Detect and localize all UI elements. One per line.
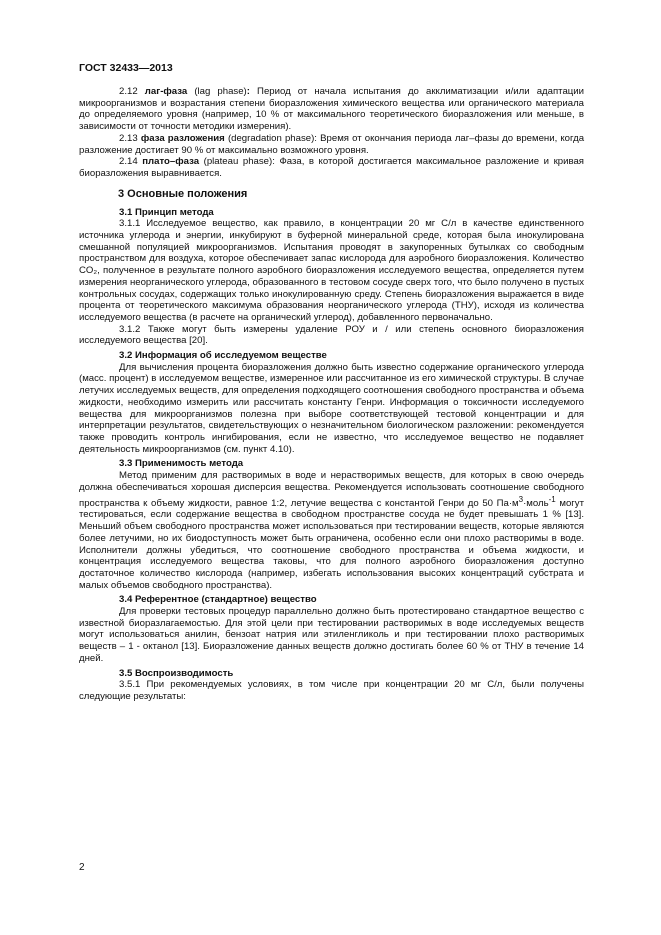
paragraph-3-5-1: 3.5.1 При рекомендуемых условиях, в том числе при концентрации 20 мг С/л, были получены следующие результаты:: [79, 679, 584, 702]
section-3-2-heading: 3.2 Информация об исследуемом веществе: [119, 350, 327, 362]
section-3-4-heading: 3.4 Референтное (стандартное) вещество: [119, 594, 317, 606]
document-header: ГОСТ 32433—2013: [79, 62, 173, 74]
page-number: 2: [79, 862, 85, 873]
section-3-heading: 3 Основные положения: [118, 187, 248, 200]
paragraph-3-2: Для вычисления процента биоразложения должно быть известно содержание органического углерода (масс. процент) в исследуемом веществе, измеренное или рассчитанное из его химической структуры. В случае летучих исследуемых веществ, для определения подходящего соотношения свободного пространства и объема жидкости, необходимо измерить или рассчитать константу Генри. Информация о токсичности исследуемого вещества для микроорганизмов полезна при выборе соответствующей тестовой концентрации и для интерпретации результатов, свидетельствующих о незначительном биологическом разложении: рекомендуется также проводить контроль ингибирования, если не известно, что исследуемое вещество не подавляет деятельность микроорганизмов (см. пункт 4.10).: [79, 361, 584, 455]
term-plateau-phase: плато–фаза: [142, 156, 200, 168]
page-content: [79, 86, 584, 703]
paragraph-3-1-2: 3.1.2 Также могут быть измерены удаление РОУ и / или степень основного биоразложения исследуемого вещества [20].: [79, 323, 584, 347]
paragraph-3-3: Метод применим для растворимых в воде и нерастворимых веществ, для которых в свою очередь должна обеспечиваться хорошая дисперсия вещества. Рекомендуется использовать соотношение свободного пространства к объему жидкости, равное 1:2, летучие вещества с константой Генри до 50 $Па\cdot м^3\cdot моль^{-1}$ могут тестироваться, если содержание вещества в свободном пространстве сосуда не будет превышать 1 % [13]. Меньший объем свободного пространства может использоваться при тестировании веществ, которые являются более летучими, но их биодоступность может быть ограничена, особенно если они плохо растворимы в воде. Исполнители должны убедиться, что соотношение свободного пространства и объема жидкости, и концентрация исследуемого вещества таковы, что для полного аэробного биоразложения доступно достаточное количество кислорода (например, избегать использования высоких концентраций субстрата и малых объемов свободного пространства).: [79, 470, 584, 591]
definition-2-12: 2.12 лаг-фаза (lag phase): Период от начала испытания до акклиматизации и/или адаптации микроорганизмов и возрастания степени биоразложения химического вещества или органического материала до определяемого уровня (например, 10 % от максимального теоретического биоразложения или меньше, в зависимости от точности методики измерения).: [79, 86, 585, 133]
section-3-1-heading: 3.1 Принцип метода: [119, 206, 214, 218]
section-3-5-heading: 3.5 Воспроизводимость: [119, 667, 234, 679]
paragraph-3-1-1: 3.1.1 Исследуемое вещество, как правило, в концентрации 20 мг С/л в качестве единственного источника углерода и энергии, инкубируют в буферной минеральной среде, которая была инокулирована смешанной популяцией микроорганизмов. Испытания проводят в закупоренных бутылках со свободным пространством для воздуха, которое обеспечивает запас кислорода для аэробного биоразложения. Количество CO₂, полученное в результате полного аэробного биоразложения исследуемого вещества, определяется путем измерения неорганического углерода, образованного в тестовом сосуде сверх того, что было получено в пустых контрольных сосудах, содержащих только инокулированную среду. Степень биоразложения выражается в виде процента от теоретического максимума образования неорганического углерода (ТНУ), исходя из количества исследуемого вещества (в расчете на органический углерод), добавленного первоначально.: [79, 218, 584, 323]
paragraph-3-4: Для проверки тестовых процедур параллельно должно быть протестировано стандартное вещество с известной биоразлагаемостью. Для этой цели при тестировании растворимых в воде исследуемых веществ могут использоваться анилин, бензоат натрия или этиленгликоль и при тестировании плохо растворимых веществ – 1 - октанол [13]. Биоразложение данных веществ должно достигать более 60 % от ТНУ в течение 14 дней.: [79, 606, 584, 664]
section-3-3-heading: 3.3 Применимость метода: [119, 458, 244, 470]
definition-2-14: 2.14 плато–фаза (plateau phase): Фаза, в которой достигается максимальное разложение и кривая биоразложения выравнивается.: [79, 156, 585, 179]
term-lag-phase: лаг-фаза: [144, 86, 188, 97]
term-degradation-phase: фаза разложения: [140, 132, 225, 144]
definition-2-13: 2.13 фаза разложения (degradation phase): Время от окончания периода лаг–фазы до времени, когда разложение достигает 90 % от максимально возможного уровня.: [79, 132, 585, 156]
